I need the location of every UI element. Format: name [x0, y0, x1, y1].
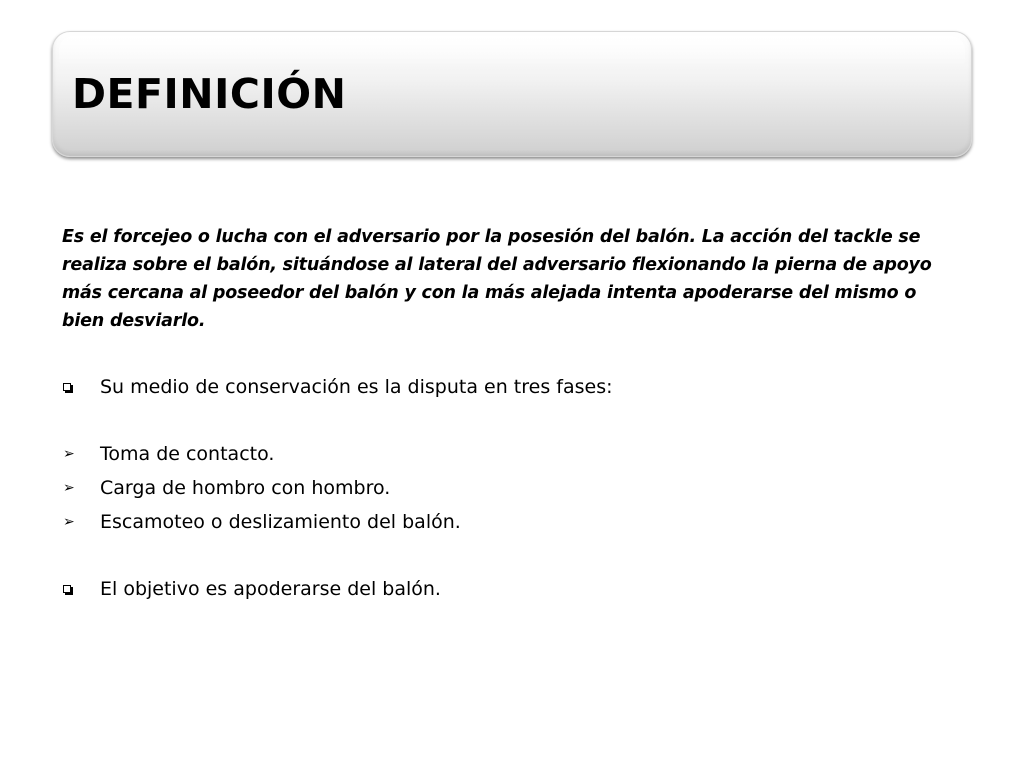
- list-item-text: Escamoteo o deslizamiento del balón.: [100, 511, 461, 533]
- list-item-text: El objetivo es apoderarse del balón.: [100, 578, 441, 600]
- list-item-text: Su medio de conservación es la disputa en tres fases:: [100, 376, 613, 398]
- list-item-objective: [62, 576, 441, 602]
- definition-paragraph: Es el forcejeo o lucha con el adversario por la posesión del balón. La acción del tackle se realiza sobre el balón, situándose al lateral del adversario flexionando la pierna de apoyo más cercana al poseedor del balón y con la más alejada intenta apoderarse del mismo o bien desviarlo.: [62, 227, 932, 331]
- list-item-text: Carga de hombro con hombro.: [100, 477, 391, 499]
- arrow-bullet-icon: ➢: [63, 514, 75, 530]
- arrow-bullet-icon: ➢: [63, 480, 75, 496]
- list-item-conservation: [62, 374, 613, 400]
- list-item-phase-2: [62, 475, 390, 501]
- list-item-phase-1: [62, 441, 274, 467]
- list-item-text: Toma de contacto.: [100, 443, 275, 465]
- arrow-bullet-icon: ➢: [63, 446, 75, 462]
- square-bullet-icon: [63, 383, 71, 391]
- page-title: DEFINICIÓN: [72, 70, 347, 118]
- square-bullet-icon: [63, 585, 71, 593]
- list-item-phase-3: [62, 509, 461, 535]
